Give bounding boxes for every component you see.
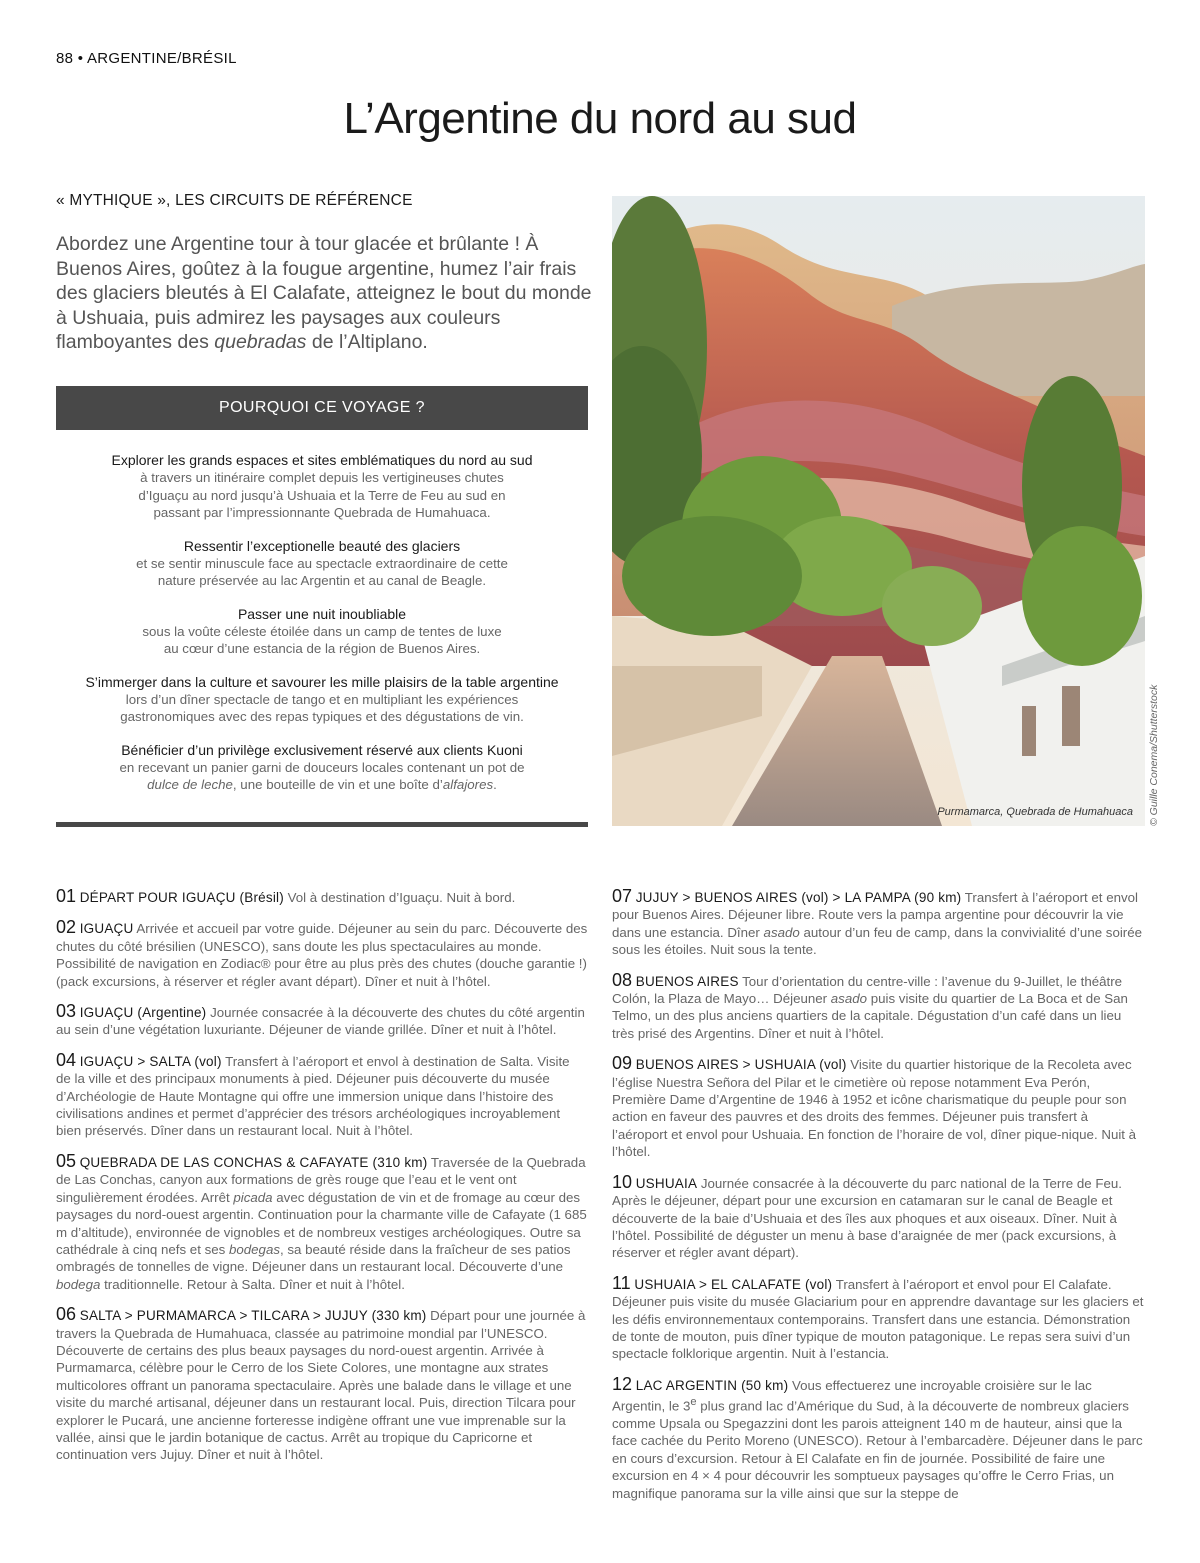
reason-item: [56, 605, 588, 658]
reasons-bottom-rule: [56, 822, 588, 827]
day-number: 02: [56, 917, 77, 938]
day-title: USHUAIA > EL CALAFATE (vol): [634, 1276, 833, 1292]
day-entry: 12 LAC ARGENTIN (50 km) Vous effectuerez une incroyable croisière sur le lac Argentin, le 3e plus grand lac d’Amérique du Sud, à la découverte de nombreux glaciers comme Upsala ou Spegazzini dont les parois atteignent 140 m de hauteur, ainsi que la face cachée du Perito Moreno (UNESCO). Retour à l’embarcadère. Déjeuner dans le parc en cours d’excursion. Retour à El Calafate en fin de journée. Possibilité de faire une excursion en 4 × 4 pour découvrir les somptueux paysages qu’offre le Cerro Frias, un magnifique panorama sur la ville ainsi que sur la steppe de: [612, 1373, 1143, 1501]
landscape-photo: [612, 196, 1145, 826]
reason-text-line: dulce de leche, une bouteille de vin et une boîte d’alfajores.: [147, 777, 497, 792]
day-title: IGUAÇU > SALTA (vol): [79, 1053, 222, 1069]
day-number: 01: [56, 886, 77, 906]
page-header: 88 • ARGENTINE/BRÉSIL: [56, 50, 237, 67]
day-number: 12: [612, 1373, 633, 1394]
day-title: JUJUY > BUENOS AIRES (vol) > LA PAMPA (90 km): [635, 890, 962, 905]
day-number: 11: [612, 1272, 631, 1293]
intro-paragraph: Abordez une Argentine tour à tour glacée et brûlante ! À Buenos Aires, goûtez à la fougue argentine, humez l’air frais des glaciers bleutés à El Calafate, atteignez le bout du monde à Ushuaia, puis admirez les paysages aux couleurs flamboyantes des quebradas de l’Altiplano.: [56, 233, 592, 353]
day-title: DÉPART POUR IGUAÇU (Brésil): [79, 890, 284, 905]
reason-item: [56, 741, 588, 794]
why-heading-bar: [56, 386, 588, 430]
day-entry: 08 BUENOS AIRES Tour d’orientation du centre-ville : l’avenue du 9-Juillet, le théâtre Colón, la Plaza de Mayo… Déjeuner asado puis visite du quartier de La Boca et de San Telmo, un des plus anciens quartiers de la capitale. Dégustation d’un café dans un lieu très prisé des Argentins. Dîner et nuit à l’hôtel.: [612, 969, 1128, 1041]
day-title: QUEBRADA DE LAS CONCHAS & CAFAYATE (310 km): [79, 1154, 428, 1170]
reason-title: S’immerger dans la culture et savourer les mille plaisirs de la table argentine: [85, 673, 559, 690]
reason-text-line: gastronomiques avec des repas typiques et des dégustations de vin.: [120, 709, 524, 724]
section-subtitle: « MYTHIQUE », LES CIRCUITS DE RÉFÉRENCE: [56, 192, 413, 209]
reason-text-line: à travers un itinéraire complet depuis les vertigineuses chutes: [140, 470, 504, 485]
day-title: IGUAÇU: [79, 921, 134, 937]
itinerary-column-right: [612, 888, 1145, 1515]
reason-item: [56, 451, 588, 522]
reason-title: Bénéficier d’un privilège exclusivement réservé aux clients Kuoni: [121, 741, 523, 758]
reason-text-line: d’Iguaçu au nord jusqu’à Ushuaia et la Terre de Feu au sud en: [138, 487, 506, 503]
reason-text-line: lors d’un dîner spectacle de tango et en multipliant les expériences: [125, 691, 519, 707]
day-title: IGUAÇU (Argentine): [79, 1005, 207, 1021]
reason-title: Passer une nuit inoubliable: [237, 605, 407, 622]
why-heading: POURQUOI CE VOYAGE ?: [219, 399, 425, 416]
reason-item: [56, 673, 588, 726]
day-number: 05: [56, 1150, 77, 1171]
day-title: BUENOS AIRES > USHUAIA (vol): [635, 1057, 847, 1073]
day-entry: 10 USHUAIA Journée consacrée à la découverte du parc national de la Terre de Feu. Après le déjeuner, départ pour une excursion en catamaran sur le canal de Beagle et découverte de la baie d’Ushuaia et des îles aux phoques et aux oiseaux. Dîner. Nuit à l’hôtel. Possibilité de déguster un menu à base d’araignée de mer (pack excursions, à réserver et régler avant départ).: [612, 1171, 1122, 1261]
day-number: 08: [612, 969, 633, 990]
day-entry: 01 DÉPART POUR IGUAÇU (Brésil) Vol à destination d’Iguaçu. Nuit à bord.: [56, 886, 516, 906]
reason-item: [56, 537, 588, 590]
photo-caption: Purmamarca, Quebrada de Humahuaca: [937, 806, 1133, 818]
itinerary-column-left: [56, 888, 588, 1477]
reasons-list: [56, 451, 588, 809]
reason-text-line: en recevant un panier garni de douceurs locales contenant un pot de: [119, 759, 525, 775]
day-title: LAC ARGENTIN (50 km): [635, 1377, 789, 1393]
day-entry: 06 SALTA > PURMAMARCA > TILCARA > JUJUY (330 km) Départ pour une journée à travers la Quebrada de Humahuaca, classée au patrimoine mondial par l’UNESCO. Découverte de certains des plus beaux paysages du nord-ouest argentin. Arrivée à Purmamarca, célèbre pour le Cerro de los Siete Colores, une montagne aux strates multicolores offrant un panorama spectaculaire. Après une balade dans le village et une visite du marché artisanal, déjeuner dans un restaurant local. Puis, direction Tilcara pour explorer le Pucará, une ancienne forteresse indigène offrant une vue imprenable sur la vallée, ainsi que le jardin botanique de cactus. Arrêt au tropique du Capricorne et continuation vers Jujuy. Dîner et nuit à l’hôtel.: [56, 1304, 586, 1463]
day-entry: 09 BUENOS AIRES > USHUAIA (vol) Visite du quartier historique de la Recoleta avec l’église Nuestra Señora del Pilar et le cimetière où repose notamment Eva Perón, Première Dame d’Argentine de 1946 à 1952 et icône charismatique du peuple pour son action en faveur des pauvres et des droits des femmes. Déjeuner puis transfert à l’aéroport et envol pour Ushuaia. En fonction de l’horaire de vol, dîner pique-nique. Nuit à l’hôtel.: [612, 1053, 1137, 1160]
reason-title: Ressentir l’exceptionelle beauté des glaciers: [183, 537, 461, 554]
reason-text-line: passant par l’impressionnante Quebrada de Humahuaca.: [153, 505, 491, 520]
day-number: 10: [612, 1171, 633, 1192]
reason-text-line: et se sentir minuscule face au spectacle extraordinaire de cette: [136, 555, 508, 571]
page-title: L’Argentine du nord au sud: [343, 94, 857, 143]
reason-title: Explorer les grands espaces et sites emblématiques du nord au sud: [111, 452, 533, 468]
reason-text-line: nature préservée au lac Argentin et au canal de Beagle.: [157, 573, 487, 588]
day-entry: 04 IGUAÇU > SALTA (vol) Transfert à l’aéroport et envol à destination de Salta. Visite de la ville et des principaux monuments à pied. Déjeuner puis découverte du musée d’Archéologie de Haute Montagne qui offre une immersion unique dans l’histoire des civilisations andines et permet d’apprécier des trésors archéologiques incroyablement bien préservés. Dîner dans un restaurant local. Nuit à l’hôtel.: [56, 1049, 570, 1139]
purmamarca-illustration: [612, 196, 1145, 826]
reason-text-line: au cœur d’une estancia de la région de Buenos Aires.: [163, 641, 481, 656]
day-entry: 05 QUEBRADA DE LAS CONCHAS & CAFAYATE (310 km) Traversée de la Quebrada de Las Conchas, canyon aux formations de grès rouge que l’eau et le vent ont singulièrement érodées. Arrêt picada avec dégustation de vin et de fromage au cœur des paysages du nord-ouest argentin. Continuation pour la charmante ville de Cafayate (1 685 m d’altitude), environnée de vignobles et de nombreux vestiges archéologiques. Outre sa cathédrale à cinq nefs et ses bodegas, sa beauté réside dans la fraîcheur de ses patios ombragés de tonnelles de vigne. Déjeuner dans un restaurant local. Découverte d’une bodega traditionnelle. Retour à Salta. Dîner et nuit à l’hôtel.: [56, 1150, 587, 1292]
day-entry: 03 IGUAÇU (Argentine) Journée consacrée à la découverte des chutes du côté argentin au sein d’une végétation luxuriante. Déjeuner de viande grillée. Dîner et nuit à l’hôtel.: [56, 1001, 585, 1038]
day-title: BUENOS AIRES: [635, 973, 739, 989]
day-number: 04: [56, 1049, 77, 1070]
day-title: USHUAIA: [635, 1175, 698, 1191]
reason-text-line: sous la voûte céleste étoilée dans un camp de tentes de luxe: [142, 623, 502, 639]
day-number: 09: [612, 1053, 633, 1074]
day-number: 07: [612, 886, 633, 906]
day-entry: 07 JUJUY > BUENOS AIRES (vol) > LA PAMPA (90 km) Transfert à l’aéroport et envol pour Buenos Aires. Déjeuner libre. Route vers la pampa argentine pour découvrir la vie dans une estancia. Dîner asado autour d’un feu de camp, dans la convivialité d’une soirée sous les étoiles. Nuit sous la tente.: [612, 886, 1143, 958]
day-title: SALTA > PURMAMARCA > TILCARA > JUJUY (330 km): [79, 1308, 427, 1324]
day-entry: 11 USHUAIA > EL CALAFATE (vol) Transfert à l’aéroport et envol pour El Calafate. Déjeuner puis visite du musée Glaciarium pour en apprendre davantage sur les glaciers et les défis environnementaux contemporains. Transfert dans une estancia. Démonstration de tonte de mouton, puis dîner typique de mouton patagonique. Le repas sera suivi d’un spectacle folklorique argentin. Nuit à l’estancia.: [612, 1272, 1144, 1362]
day-number: 03: [56, 1001, 77, 1022]
day-number: 06: [56, 1304, 77, 1325]
day-entry: 02 IGUAÇU Arrivée et accueil par votre guide. Déjeuner au sein du parc. Découverte des chutes du côté brésilien (UNESCO), sans doute les plus spectaculaires au monde. Possibilité de navigation en Zodiac® pour être au plus près des chutes (douche garantie !) (pack excursions, à réserver et régler avant départ). Dîner et nuit à l’hôtel.: [56, 917, 588, 989]
